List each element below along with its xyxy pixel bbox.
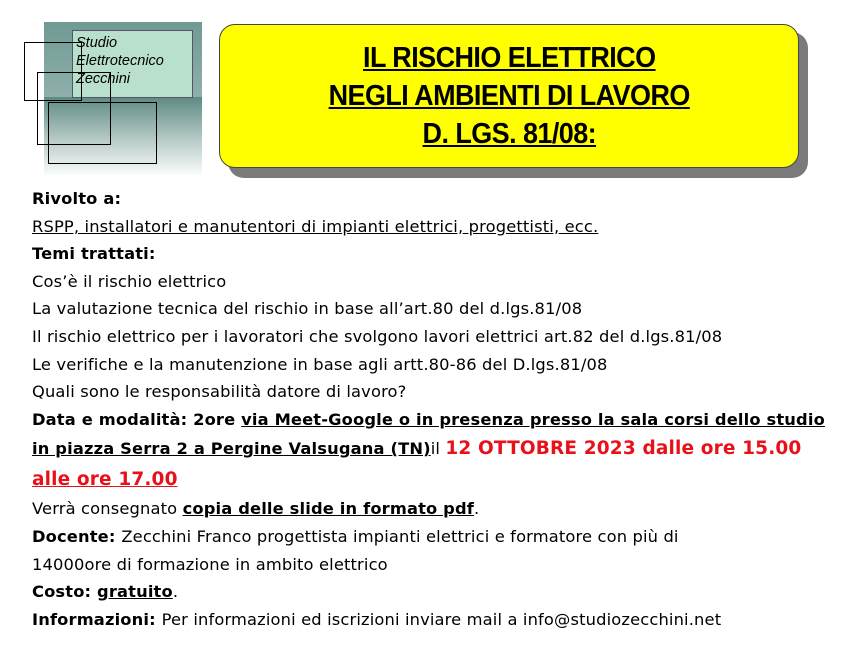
schedule-mode: via Meet-Google o in presenza presso la sala corsi dello studio xyxy=(241,409,825,429)
topic-item: Quali sono le responsabilità datore di lavoro? xyxy=(32,382,407,402)
info-text: Per informazioni ed iscrizioni inviare mail a info@studiozecchini.net xyxy=(161,609,722,629)
schedule-line-3 xyxy=(32,464,847,495)
materials-item: copia delle slide in formato pdf xyxy=(182,499,475,519)
info-line xyxy=(32,606,847,634)
title-banner xyxy=(219,24,799,168)
schedule-line-2 xyxy=(32,433,847,464)
schedule-date: 12 OTTOBRE 2023 dalle ore 15.00 xyxy=(445,438,802,460)
banner-title-line-1: IL RISCHIO ELETTRICO xyxy=(362,42,656,74)
cost-line xyxy=(32,578,847,606)
cost-value: gratuito xyxy=(97,582,173,602)
cost-suffix: . xyxy=(172,582,179,602)
schedule-connector: il xyxy=(430,439,446,459)
teacher-text: Zecchini Franco progettista impianti elettrici e formatore con più di xyxy=(121,526,679,546)
studio-logo xyxy=(0,0,210,185)
flyer-body xyxy=(32,185,847,633)
topics-heading: Temi trattati: xyxy=(32,244,156,264)
logo-line-1: Studio xyxy=(76,35,118,51)
teacher-label: Docente: xyxy=(32,526,122,546)
banner-title-line-3: D. LGS. 81/08: xyxy=(422,118,596,150)
topic-item: Il rischio elettrico per i lavoratori che svolgono lavori elettrici art.82 del d.lgs.81/08 xyxy=(32,326,723,346)
cost-label: Costo: xyxy=(32,582,98,602)
logo-square-outline xyxy=(48,102,157,164)
teacher-line-1 xyxy=(32,523,847,551)
materials-suffix: . xyxy=(474,499,480,519)
topic-item: Le verifiche e la manutenzione in base agli artt.80-86 del D.lgs.81/08 xyxy=(32,354,608,374)
schedule-duration: 2ore xyxy=(193,409,242,429)
schedule-location: in piazza Serra 2 a Pergine Valsugana (TN) xyxy=(32,439,431,459)
logo-line-2: Elettrotecnico xyxy=(76,53,164,69)
schedule-end-time: alle ore 17.00 xyxy=(32,469,178,491)
banner-title-line-2: NEGLI AMBIENTI DI LAVORO xyxy=(328,80,690,112)
info-label: Informazioni: xyxy=(32,609,162,629)
materials-line xyxy=(32,495,847,523)
audience-heading: Rivolto a: xyxy=(32,189,122,208)
logo-line-3: Zecchini xyxy=(76,71,130,87)
schedule-label: Data e modalità: xyxy=(32,409,194,429)
materials-prefix: Verrà consegnato xyxy=(32,499,183,519)
schedule-line-1 xyxy=(32,406,847,434)
topic-item: Cos’è il rischio elettrico xyxy=(32,271,227,291)
audience-text: RSPP, installatori e manutentori di impianti elettrici, progettisti, ecc. xyxy=(32,216,599,236)
topic-item: La valutazione tecnica del rischio in base all’art.80 del d.lgs.81/08 xyxy=(32,299,583,319)
teacher-line-2: 14000ore di formazione in ambito elettrico xyxy=(32,554,388,574)
